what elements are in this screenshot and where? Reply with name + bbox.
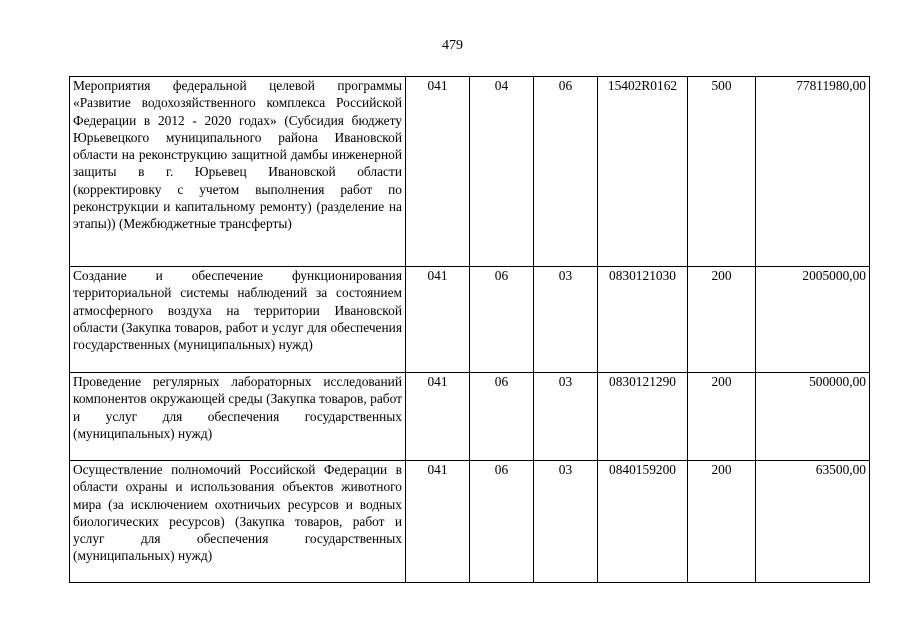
section-code: 06 (470, 373, 534, 461)
expense-type-code: 200 (688, 461, 756, 583)
page-number: 479 (442, 38, 463, 53)
ministry-code: 041 (406, 461, 470, 583)
subsection-code: 03 (534, 461, 598, 583)
expense-type-code: 200 (688, 373, 756, 461)
expense-type-code: 500 (688, 77, 756, 267)
table-row (70, 461, 870, 583)
section-code: 06 (470, 267, 534, 373)
amount-value: 2005000,00 (756, 267, 870, 373)
ministry-code: 041 (406, 77, 470, 267)
section-code: 04 (470, 77, 534, 267)
target-article-code: 0840159200 (598, 461, 688, 583)
subsection-code: 03 (534, 267, 598, 373)
subsection-code: 06 (534, 77, 598, 267)
row-description: Осуществление полномочий Российской Федерации в области охраны и использования объектов животного мира (за исключением охотничьих ресурсов и водных биологических ресурсов) (Закупка товаров, работ и услуг для обеспечения государственных (муниципальных) нужд) (70, 461, 406, 583)
amount-value: 63500,00 (756, 461, 870, 583)
table-row (70, 77, 870, 267)
amount-value: 500000,00 (756, 373, 870, 461)
row-description: Мероприятия федеральной целевой программы «Развитие водохозяйственного комплекса Российской Федерации в 2012 - 2020 годах» (Субсидия бюджету Юрьевецкого муниципального района Ивановской области на реконструкцию защитной дамбы инженерной защиты в г. Юрьевец Ивановской области (корректировку с учетом выполнения работ по реконструкции и капитальному ремонту) (разделение на этапы)) (Межбюджетные трансферты) (70, 77, 406, 267)
row-description: Создание и обеспечение функционирования территориальной системы наблюдений за состоянием атмосферного воздуха на территории Ивановской области (Закупка товаров, работ и услуг для обеспечения государственных (муниципальных) нужд) (70, 267, 406, 373)
ministry-code: 041 (406, 267, 470, 373)
section-code: 06 (470, 461, 534, 583)
table-row (70, 267, 870, 373)
target-article-code: 0830121030 (598, 267, 688, 373)
target-article-code: 15402R0162 (598, 77, 688, 267)
ministry-code: 041 (406, 373, 470, 461)
budget-table (69, 76, 870, 583)
table-row (70, 373, 870, 461)
amount-value: 77811980,00 (756, 77, 870, 267)
target-article-code: 0830121290 (598, 373, 688, 461)
subsection-code: 03 (534, 373, 598, 461)
expense-type-code: 200 (688, 267, 756, 373)
row-description: Проведение регулярных лабораторных исследований компонентов окружающей среды (Закупка товаров, работ и услуг для обеспечения государственных (муниципальных) нужд) (70, 373, 406, 461)
